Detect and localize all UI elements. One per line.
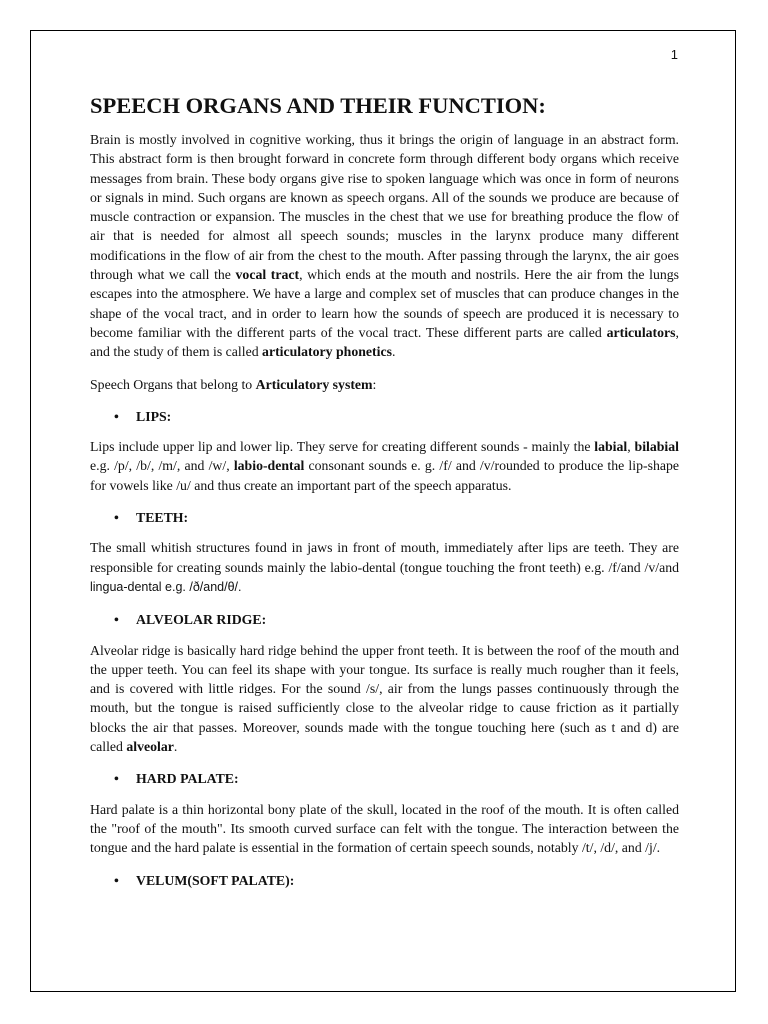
page-title: SPEECH ORGANS AND THEIR FUNCTION:	[90, 93, 546, 118]
heading-alveolar-ridge: • ALVEOLAR RIDGE:	[90, 610, 679, 629]
alveolar-paragraph: Alveolar ridge is basically hard ridge behind the upper front teeth. It is between the roof of the mouth and the upper teeth. You can feel its shape with your tongue. Its surface is really much rougher than it feels, and is covered with little ridges. For the sound /s/, air from the lungs passes continuously through the mouth, but the tongue is raised sufficiently close to the alveolar ridge to cause friction as it partially blocks the air that passes. Moreover, sounds made with the tongue touching here (such as t and d) are called alveolar.	[90, 642, 679, 755]
heading-teeth: • TEETH:	[90, 508, 679, 527]
lips-paragraph: Lips include upper lip and lower lip. They serve for creating different sounds - mainly the labial, bilabial e.g. /p/, /b/, /m/, and /w/, labio-dental consonant sounds e. g. /f/ and /v/rounded to produce the lip-shape for vowels like /u/ and thus create an important part of the speech apparatus.	[90, 439, 679, 493]
document-body	[90, 92, 679, 901]
section-list-hard-palate	[90, 769, 679, 788]
section-list-alveolar	[90, 610, 679, 629]
section-list-lips	[90, 407, 679, 426]
intro-paragraph: Brain is mostly involved in cognitive working, thus it brings the origin of language in an abstract form. This abstract form is then brought forward in concrete form through different body organs which receive messages from brain. These body organs give rise to spoken language which was once in form of neurons or signals in mind. Such organs are known as speech organs. All of the sounds we produce are because of muscle contraction or expansion. The muscles in the chest that we use for breathing produce the flow of air that is needed for almost all speech sounds; muscles in the larynx produce many different modifications in the flow of air from the chest to the mouth. After passing through the larynx, the air goes through what we call the vocal tract, which ends at the mouth and nostrils. Here the air from the lungs escapes into the atmosphere. We have a large and complex set of muscles that can produce changes in the shape of the vocal tract, and in order to learn how the sounds of speech are produced it is necessary to become familiar with the different parts of the vocal tract. These different parts are called articulators, and the study of them is called articulatory phonetics.	[90, 132, 680, 360]
heading-velum: • VELUM(SOFT PALATE):	[90, 871, 679, 890]
section-list-velum	[90, 871, 679, 890]
heading-lips: • LIPS:	[90, 407, 679, 426]
section-list-teeth	[90, 508, 679, 527]
organs-intro-line: Speech Organs that belong to Articulatory system:	[90, 376, 377, 392]
teeth-paragraph: The small whitish structures found in jaws in front of mouth, immediately after lips are teeth. They are responsible for creating sounds mainly the labio-dental (tongue touching the front teeth) e.g. /f/and /v/and lingua-dental e.g. /ð/and/θ/.	[90, 540, 679, 594]
hard-palate-paragraph: Hard palate is a thin horizontal bony plate of the skull, located in the roof of the mouth. It is often called the "roof of the mouth". Its smooth curved surface can felt with the tongue. The interaction between the tongue and the hard palate is essential in the formation of certain speech sounds, notably /t/, /d/, and /j/.	[90, 801, 679, 856]
page-number: 1	[670, 47, 678, 62]
heading-hard-palate: • HARD PALATE:	[90, 769, 679, 788]
